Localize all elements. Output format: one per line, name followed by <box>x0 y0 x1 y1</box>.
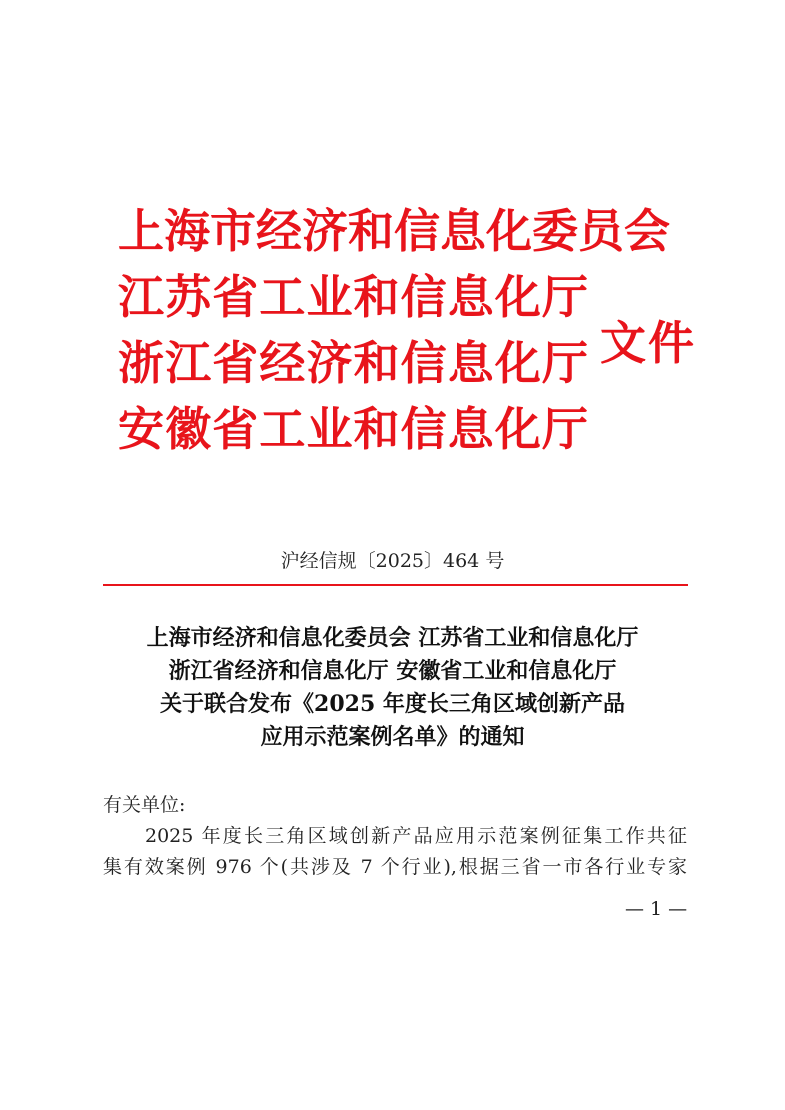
agency-zhejiang: 浙江省经济和信息化厅 <box>118 336 588 390</box>
title-line-4: 应用示范案例名单》的通知 <box>260 724 525 750</box>
body-line-1: 2025 年度长三角区域创新产品应用示范案例征集工作共征 <box>145 825 687 847</box>
agency-anhui: 安徽省工业和信息化厅 <box>118 402 588 456</box>
title-line-2: 浙江省经济和信息化厅 安徽省工业和信息化厅 <box>168 658 617 684</box>
salutation: 有关单位: <box>103 794 186 816</box>
agency-jiangsu: 江苏省工业和信息化厅 <box>118 270 588 324</box>
title-line-3: 关于联合发布《2025 年度长三角区域创新产品 <box>160 691 625 717</box>
doc-label: 文件 <box>600 316 696 370</box>
agency-shanghai: 上海市经济和信息化委员会 <box>118 204 670 258</box>
document-title <box>0 622 785 754</box>
red-divider <box>103 584 688 586</box>
title-line-1: 上海市经济和信息化委员会 江苏省工业和信息化厅 <box>146 625 639 651</box>
document-number: 沪经信规〔2025〕464 号 <box>280 550 505 572</box>
page-number: — 1 — <box>625 898 688 920</box>
body-line-2: 集有效案例 976 个(共涉及 7 个行业),根据三省一市各行业专家 <box>103 856 687 878</box>
